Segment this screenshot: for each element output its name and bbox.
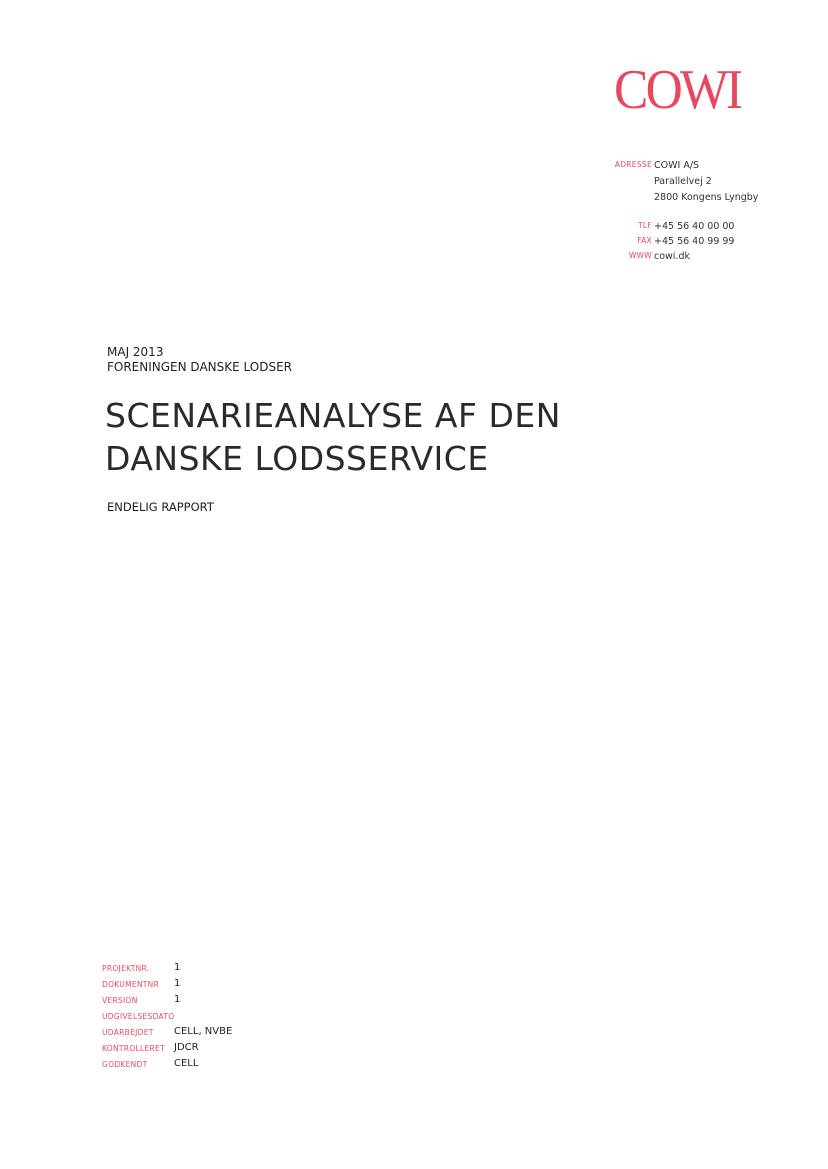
www-link[interactable]: cowi.dk — [654, 251, 690, 262]
info-label: DOKUMENTNR — [102, 980, 160, 989]
address-line-2: Parallelvej 2 — [654, 176, 712, 187]
report-title-line-2: DANSKE LODSSERVICE — [105, 439, 489, 478]
address-label: ADRESSE — [614, 160, 652, 169]
info-label: UDARBEJDET — [102, 1028, 154, 1037]
info-value: JDCR — [174, 1042, 199, 1053]
report-title-line-1: SCENARIEANALYSE AF DEN — [105, 396, 561, 435]
info-value: CELL, NVBE — [174, 1026, 233, 1037]
info-value: 1 — [174, 994, 181, 1005]
report-date: MAJ 2013 — [107, 345, 164, 359]
phone-value: +45 56 40 00 00 — [654, 221, 735, 232]
address-line-3: 2800 Kongens Lyngby — [654, 192, 759, 203]
phone-label: TLF — [638, 221, 652, 230]
report-title — [105, 394, 561, 480]
www-label: WWW — [628, 251, 652, 260]
info-label: GODKENDT — [102, 1060, 148, 1069]
info-label: UDGIVELSESDATO — [102, 1012, 175, 1021]
address-line-1: COWI A/S — [654, 160, 700, 171]
cowi-logo: COWI — [614, 59, 741, 121]
info-value: 1 — [174, 962, 181, 973]
report-subtitle: ENDELIG RAPPORT — [107, 500, 214, 514]
info-label: PROJEKTNR. — [102, 964, 150, 973]
info-value: CELL — [174, 1058, 199, 1069]
info-label: VERSION — [102, 996, 138, 1005]
report-meta — [107, 345, 292, 375]
info-label: KONTROLLERET — [102, 1044, 165, 1053]
info-value: 1 — [174, 978, 181, 989]
fax-label: FAX — [637, 236, 652, 245]
fax-value: +45 56 40 99 99 — [654, 236, 735, 247]
client-name: FORENINGEN DANSKE LODSER — [107, 360, 293, 374]
